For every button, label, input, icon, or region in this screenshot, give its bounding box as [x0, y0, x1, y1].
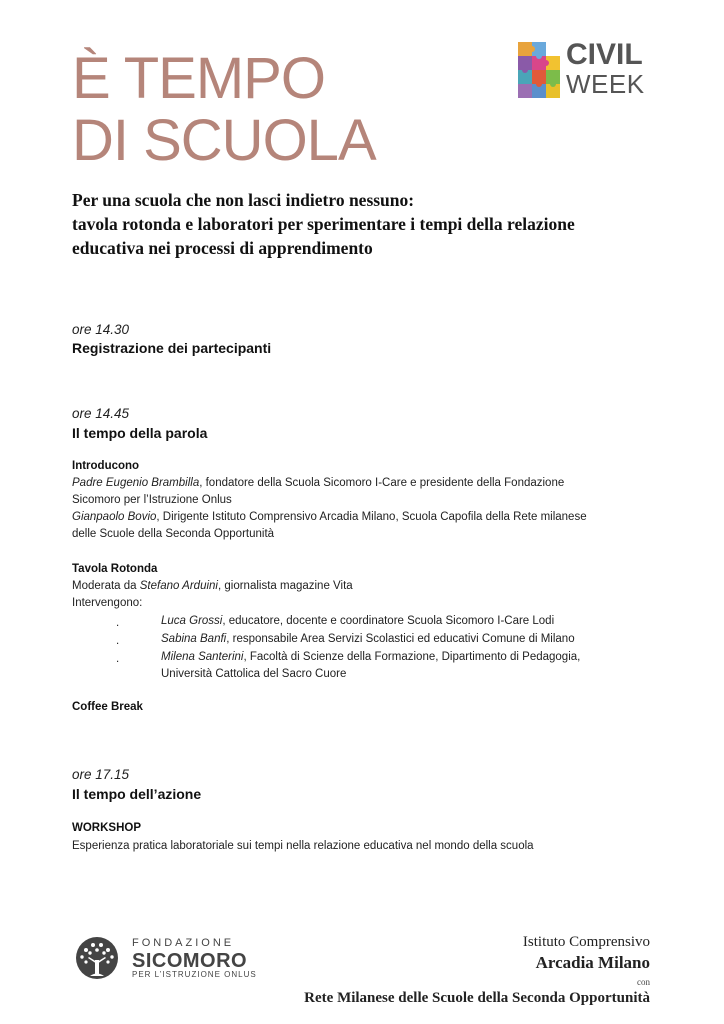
logo-civil-text: CIVIL — [566, 38, 643, 71]
intro-1-name: Padre Eugenio Brambilla — [72, 477, 200, 489]
coffee-break: Coffee Break — [72, 701, 143, 713]
moderator-line — [72, 578, 672, 595]
speaker-name: Milena Santerini — [161, 651, 244, 663]
speaker-bullet: . — [116, 653, 120, 665]
fondazione-sub: PER L’ISTRUZIONE ONLUS — [132, 970, 257, 979]
workshop-label: WORKSHOP — [72, 822, 141, 834]
subtitle — [72, 188, 672, 260]
istituto-con: con — [637, 977, 650, 987]
speaker-rest: , educatore, docente e coordinatore Scuola Sicomoro I-Care Lodi — [222, 615, 555, 627]
moderator-name: Stefano Arduini — [139, 580, 218, 592]
round-block — [72, 578, 672, 612]
intro-2 — [72, 509, 672, 526]
intro-block — [72, 475, 672, 543]
slot2-title: Il tempo della parola — [72, 425, 208, 441]
slot1-title: Registrazione dei partecipanti — [72, 340, 272, 356]
speaker-name: Luca Grossi — [161, 615, 223, 627]
speaker-rest: , responsabile Area Servizi Scolastici ed educativi Comune di Milano — [226, 633, 575, 645]
subtitle-line-3: educativa nei processi di apprendimento — [72, 238, 373, 258]
intro-1-cont: Sicomoro per l’Istruzione Onlus — [72, 494, 232, 506]
speaker-cont: Università Cattolica del Sacro Cuore — [161, 668, 347, 680]
rete-label: Rete Milanese delle Scuole della Seconda Opportunità — [304, 990, 650, 1006]
subtitle-line-1: Per una scuola che non lasci indietro nessuno: — [72, 190, 415, 210]
workshop-text: Esperienza pratica laboratoriale sui tempi nella relazione educativa nel mondo della scuola — [72, 840, 534, 852]
sicomoro-label: SICOMORO — [132, 950, 248, 972]
fondazione-label: FONDAZIONE — [132, 937, 235, 949]
slot2-time: ore 14.45 — [72, 406, 130, 421]
moderator-rest: , giornalista magazine Vita — [217, 580, 353, 592]
speaker-bullet: . — [116, 617, 120, 629]
speaker-item — [161, 613, 681, 630]
logo-week-text: WEEK — [566, 69, 645, 99]
speaker-name: Sabina Banfi — [161, 633, 227, 645]
intro-2-name: Gianpaolo Bovio — [72, 511, 157, 523]
intro-1-rest: , fondatore della Scuola Sicomoro I-Care e presidente della Fondazione — [199, 477, 565, 489]
slot1-time: ore 14.30 — [72, 322, 130, 337]
moderated-prefix: Moderata da — [72, 580, 140, 592]
subtitle-line-2: tavola rotonda e laboratori per sperimentare i tempi della relazione — [72, 214, 575, 234]
intro-label: Introducono — [72, 460, 140, 472]
intro-2-rest: , Dirigente Istituto Comprensivo Arcadia Milano, Scuola Capofila della Rete milanese — [156, 511, 587, 523]
intro-2-cont: delle Scuole della Seconda Opportunità — [72, 528, 275, 540]
page-title — [72, 48, 376, 172]
tree-icon — [72, 936, 122, 982]
title-line-1: È TEMPO — [72, 46, 325, 111]
istituto-line-2: Arcadia Milano — [535, 953, 650, 972]
speakers-label: Intervengono: — [72, 597, 143, 609]
istituto-line-1: Istituto Comprensivo — [522, 934, 650, 950]
intro-1 — [72, 475, 672, 492]
puzzle-icon — [518, 42, 562, 98]
slot3-title: Il tempo dell’azione — [72, 786, 202, 802]
speaker-item — [161, 631, 681, 648]
speaker-item — [161, 649, 681, 683]
speaker-bullet: . — [116, 635, 120, 647]
speaker-line — [161, 649, 681, 666]
slot3-time: ore 17.15 — [72, 767, 130, 782]
speaker-rest: , Facoltà di Scienze della Formazione, Dipartimento di Pedagogia, — [243, 651, 581, 663]
round-label: Tavola Rotonda — [72, 563, 158, 575]
title-line-2: DI SCUOLA — [72, 108, 376, 173]
